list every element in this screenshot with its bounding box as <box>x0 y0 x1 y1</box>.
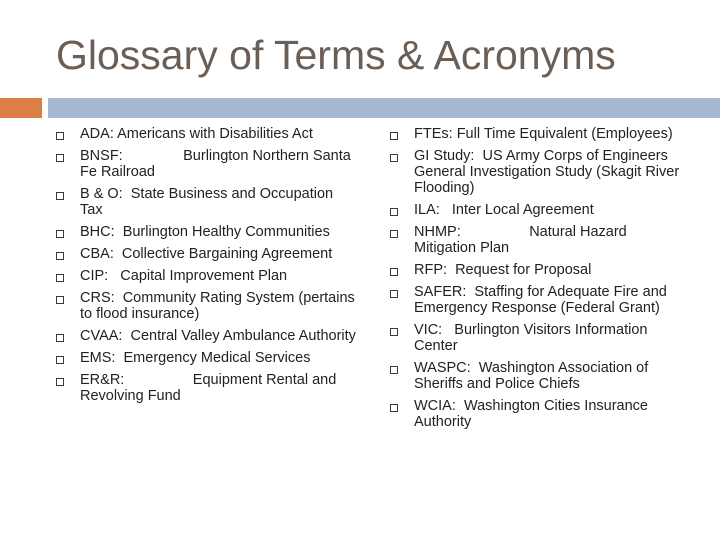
glossary-list-left <box>56 126 359 404</box>
list-item <box>56 224 356 240</box>
square-bullet-icon <box>56 334 64 342</box>
glossary-term: BHC: Burlington Healthy Communities <box>80 224 330 240</box>
glossary-term: NHMP: Natural Hazard Mitigation Plan <box>414 224 631 256</box>
glossary-term: ILA: Inter Local Agreement <box>414 202 594 218</box>
square-bullet-icon <box>390 290 398 298</box>
accent-bar <box>0 98 42 118</box>
glossary-term: CRS: Community Rating System (pertains to flood insurance) <box>80 290 359 322</box>
square-bullet-icon <box>390 230 398 238</box>
square-bullet-icon <box>390 208 398 216</box>
list-item <box>56 246 356 262</box>
list-item <box>390 126 690 142</box>
square-bullet-icon <box>56 356 64 364</box>
list-item <box>56 350 356 366</box>
list-item <box>56 372 356 404</box>
square-bullet-icon <box>56 296 64 304</box>
square-bullet-icon <box>56 192 64 200</box>
square-bullet-icon <box>390 404 398 412</box>
glossary-term: CVAA: Central Valley Ambulance Authority <box>80 328 356 344</box>
list-item <box>56 268 356 284</box>
list-item <box>390 202 690 218</box>
glossary-term: CIP: Capital Improvement Plan <box>80 268 288 284</box>
glossary-term: VIC: Burlington Visitors Information Center <box>414 322 652 354</box>
square-bullet-icon <box>56 230 64 238</box>
list-item <box>390 398 690 430</box>
glossary-term: EMS: Emergency Medical Services <box>80 350 311 366</box>
glossary-term: RFP: Request for Proposal <box>414 262 592 278</box>
list-item <box>390 360 690 392</box>
list-item <box>56 148 356 180</box>
square-bullet-icon <box>56 252 64 260</box>
list-item <box>390 262 690 278</box>
list-item <box>56 186 356 218</box>
list-item <box>390 148 690 196</box>
list-item <box>390 224 690 256</box>
list-item <box>56 126 356 142</box>
glossary-term: BNSF: Burlington Northern Santa Fe Railroad <box>80 148 355 180</box>
square-bullet-icon <box>56 154 64 162</box>
glossary-term: WASPC: Washington Association of Sheriffs and Police Chiefs <box>414 360 653 392</box>
square-bullet-icon <box>390 268 398 276</box>
list-item <box>56 328 356 344</box>
header-band <box>48 98 720 118</box>
glossary-term: B & O: State Business and Occupation Tax <box>80 186 337 218</box>
glossary-list-right <box>390 126 690 430</box>
square-bullet-icon <box>390 366 398 374</box>
glossary-term: FTEs: Full Time Equivalent (Employees) <box>414 126 673 142</box>
square-bullet-icon <box>56 378 64 386</box>
glossary-term: CBA: Collective Bargaining Agreement <box>80 246 333 262</box>
glossary-term: SAFER: Staffing for Adequate Fire and Emergency Response (Federal Grant) <box>414 284 671 316</box>
glossary-term: ER&R: Equipment Rental and Revolving Fund <box>80 372 341 404</box>
square-bullet-icon <box>56 132 64 140</box>
square-bullet-icon <box>390 132 398 140</box>
glossary-term: GI Study: US Army Corps of Engineers General Investigation Study (Skagit River Flooding) <box>414 148 684 196</box>
square-bullet-icon <box>56 274 64 282</box>
list-item <box>56 290 359 322</box>
square-bullet-icon <box>390 154 398 162</box>
glossary-term: WCIA: Washington Cities Insurance Authority <box>414 398 652 430</box>
list-item <box>390 284 690 316</box>
page-title: Glossary of Terms & Acronyms <box>56 32 616 78</box>
list-item <box>390 322 690 354</box>
glossary-term: ADA: Americans with Disabilities Act <box>80 126 313 142</box>
square-bullet-icon <box>390 328 398 336</box>
